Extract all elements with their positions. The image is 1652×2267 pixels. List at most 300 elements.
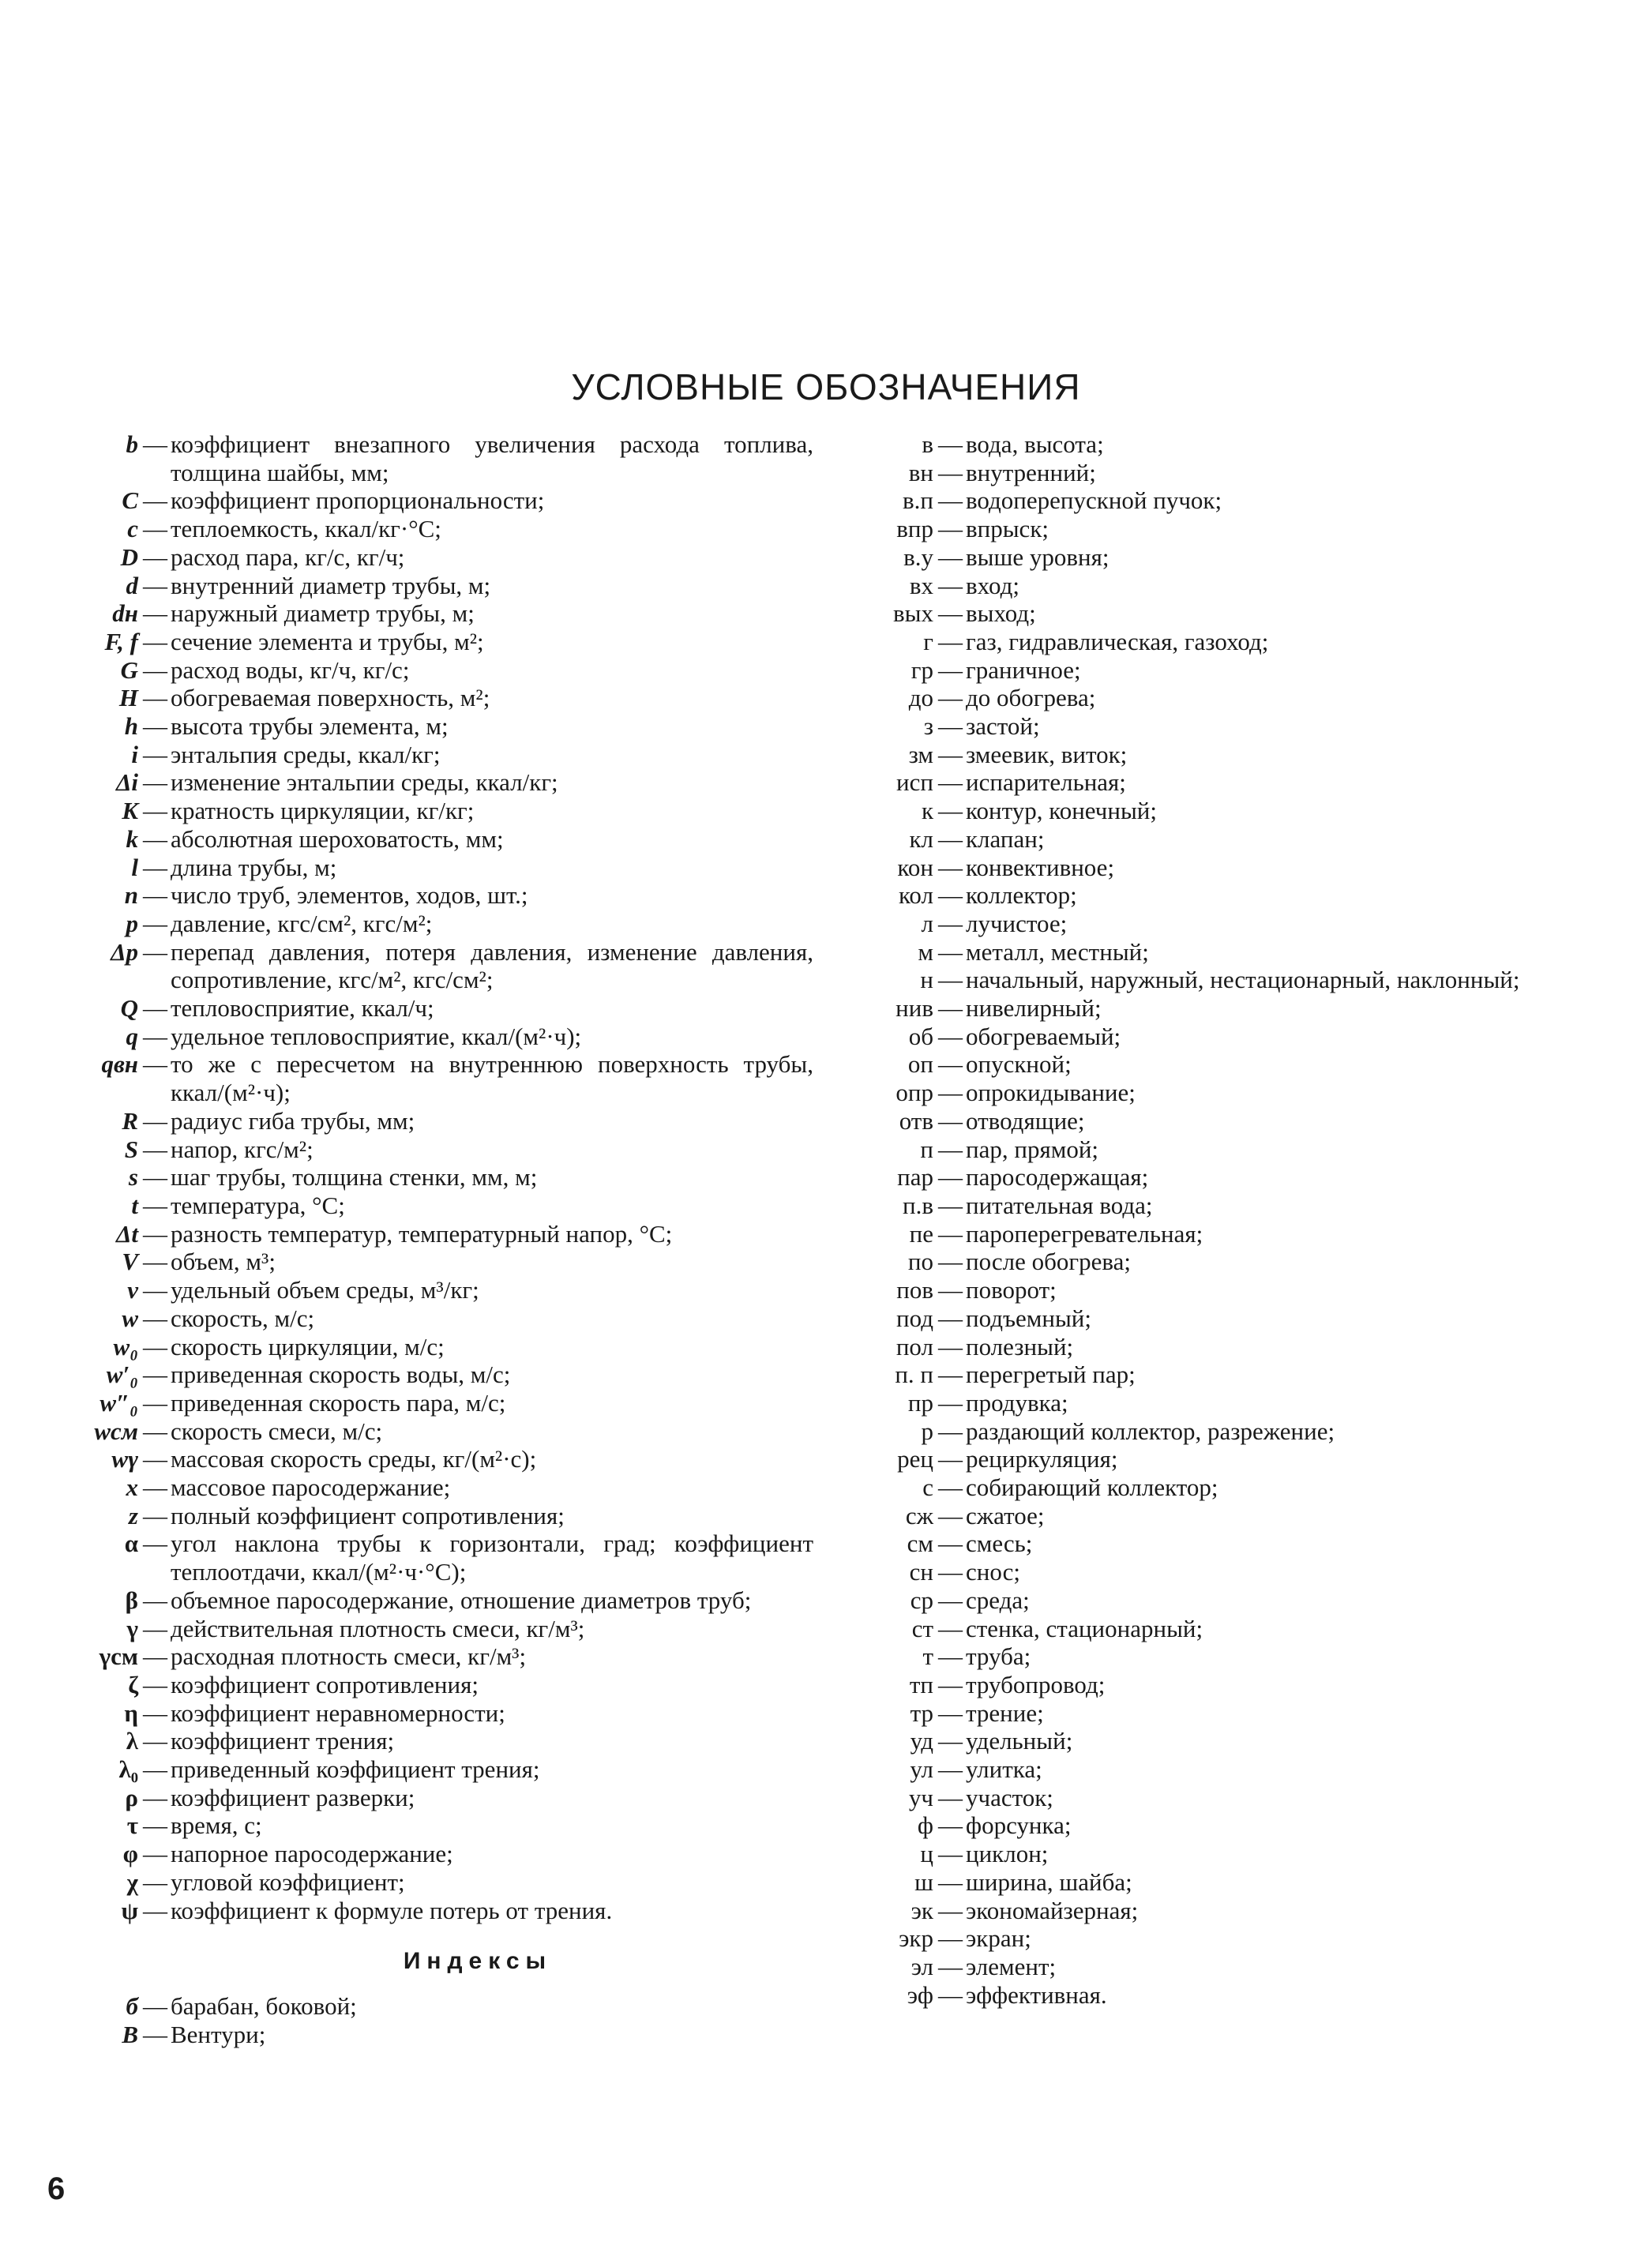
entry-dash: — xyxy=(143,1698,167,1727)
entry-symbol: H xyxy=(118,684,138,712)
indices-list-right xyxy=(845,430,1635,2009)
entry-dash: — xyxy=(938,1670,963,1698)
entry-dash: — xyxy=(938,486,963,515)
entry-symbol: C xyxy=(122,486,138,515)
list-item xyxy=(845,741,1635,769)
entry-symbol: p xyxy=(126,909,138,937)
entry-dash: — xyxy=(143,1417,167,1445)
entry-dash: — xyxy=(143,1163,167,1192)
entry-dash: — xyxy=(938,768,963,797)
entry-definition: сечение элемента и трубы, м²; xyxy=(171,627,484,655)
indices-list-left xyxy=(32,1992,813,2048)
entry-dash: — xyxy=(938,515,963,543)
entry-definition: температура, °C; xyxy=(171,1191,345,1219)
list-item xyxy=(32,1192,813,1220)
list-item xyxy=(845,1276,1635,1304)
entry-definition: нивелирный; xyxy=(966,994,1102,1023)
list-item xyxy=(32,1699,813,1728)
list-item xyxy=(845,1163,1635,1192)
entry-definition: коэффициент к формуле потерь от трения. xyxy=(171,1896,613,1924)
entry-definition: сжатое; xyxy=(966,1501,1045,1529)
entry-dash: — xyxy=(143,740,167,768)
entry-definition: собирающий коллектор; xyxy=(966,1473,1218,1502)
entry-dash: — xyxy=(938,937,963,966)
entry-dash: — xyxy=(938,1642,963,1671)
list-item xyxy=(32,1727,813,1755)
entry-definition: объемное паросодержание, отношение диаметров труб; xyxy=(171,1586,752,1614)
list-item xyxy=(845,1671,1635,1699)
entry-symbol: в.у xyxy=(903,542,933,571)
entry-dash: — xyxy=(143,909,167,937)
list-item xyxy=(845,459,1635,487)
entry-dash: — xyxy=(938,1079,963,1107)
list-item xyxy=(845,684,1635,712)
list-item xyxy=(32,938,813,994)
list-item xyxy=(845,430,1635,459)
entry-dash: — xyxy=(143,1135,167,1163)
entry-definition: стенка, стационарный; xyxy=(966,1614,1203,1642)
list-item xyxy=(845,1615,1635,1643)
entry-definition: элемент; xyxy=(966,1952,1057,1980)
entry-definition: радиус гиба трубы, мм; xyxy=(171,1106,415,1135)
entry-symbol: исп xyxy=(896,768,933,797)
entry-symbol: l xyxy=(131,853,138,881)
list-item xyxy=(32,910,813,938)
entry-dash: — xyxy=(938,458,963,486)
entry-definition: участок; xyxy=(966,1783,1053,1811)
list-item xyxy=(845,881,1635,910)
list-item xyxy=(32,1671,813,1699)
list-item xyxy=(845,1361,1635,1389)
entry-dash: — xyxy=(143,1586,167,1614)
entry-symbol: эк xyxy=(910,1896,933,1924)
list-item xyxy=(32,768,813,797)
entry-definition: перепад давления, потеря давления, изменение давления, сопротивление, кгс/м², кгс/см²; xyxy=(171,937,813,994)
list-item xyxy=(32,1840,813,1868)
entry-dash: — xyxy=(143,1191,167,1219)
entry-dash: — xyxy=(938,853,963,881)
entry-symbol: ц xyxy=(920,1840,933,1868)
entry-symbol: n xyxy=(124,881,138,910)
entry-definition: лучистое; xyxy=(966,909,1068,937)
entry-definition: напорное паросодержание; xyxy=(171,1840,453,1868)
entry-definition: шаг трубы, толщина стенки, мм, м; xyxy=(171,1163,538,1192)
list-item xyxy=(32,712,813,741)
entry-dash: — xyxy=(143,1304,167,1332)
entry-symbol: s xyxy=(128,1163,138,1192)
entry-dash: — xyxy=(938,627,963,655)
page-number: 6 xyxy=(47,2171,66,2206)
entry-dash: — xyxy=(938,1361,963,1389)
entry-dash: — xyxy=(143,1276,167,1304)
entry-definition: ширина, шайба; xyxy=(966,1867,1132,1896)
list-item xyxy=(845,1755,1635,1784)
entry-dash: — xyxy=(938,1191,963,1219)
entry-symbol: до xyxy=(908,684,933,712)
list-item xyxy=(32,1642,813,1671)
entry-definition: действительная плотность смеси, кг/м³; xyxy=(171,1614,585,1642)
list-item xyxy=(845,1784,1635,1812)
entry-dash: — xyxy=(938,1050,963,1079)
entry-dash: — xyxy=(143,655,167,684)
entry-symbol: тр xyxy=(910,1698,933,1727)
entry-definition: барабан, боковой; xyxy=(171,1992,357,2021)
entry-symbol: b xyxy=(126,430,138,458)
list-item xyxy=(32,430,813,486)
entry-definition: угловой коэффициент; xyxy=(171,1867,405,1896)
list-item xyxy=(845,543,1635,572)
entry-symbol: Δi xyxy=(115,768,138,797)
entry-definition: число труб, элементов, ходов, шт.; xyxy=(171,881,528,910)
entry-definition: змеевик, виток; xyxy=(966,740,1128,768)
entry-dash: — xyxy=(143,1867,167,1896)
list-item xyxy=(32,1811,813,1840)
list-item xyxy=(845,712,1635,741)
entry-definition: впрыск; xyxy=(966,515,1049,543)
entry-dash: — xyxy=(938,1529,963,1558)
entry-dash: — xyxy=(938,994,963,1023)
entry-symbol: D xyxy=(120,542,138,571)
list-item xyxy=(845,1389,1635,1417)
entry-symbol: кл xyxy=(909,824,933,853)
list-item xyxy=(845,1023,1635,1051)
entry-symbol: вых xyxy=(893,599,933,628)
entry-definition: массовое паросодержание; xyxy=(171,1473,451,1502)
indices-heading: Индексы xyxy=(403,1948,553,1975)
list-item xyxy=(845,854,1635,882)
entry-dash: — xyxy=(143,1670,167,1698)
entry-dash: — xyxy=(143,486,167,515)
entry-dash: — xyxy=(143,1106,167,1135)
entry-dash: — xyxy=(143,853,167,881)
entry-dash: — xyxy=(938,1388,963,1417)
entry-definition: приведенная скорость пара, м/с; xyxy=(171,1388,506,1417)
entry-dash: — xyxy=(938,1501,963,1529)
list-item xyxy=(32,1445,813,1473)
entry-dash: — xyxy=(143,1050,167,1079)
entry-symbol: м xyxy=(918,937,933,966)
list-item xyxy=(845,1811,1635,1840)
entry-symbol: α xyxy=(124,1529,138,1558)
entry-definition: удельное тепловосприятие, ккал/(м²·ч); xyxy=(171,1022,582,1050)
list-item xyxy=(845,1050,1635,1079)
entry-symbol: впр xyxy=(896,515,933,543)
entry-dash: — xyxy=(143,571,167,599)
entry-symbol: φ xyxy=(122,1840,138,1868)
entry-symbol: з xyxy=(923,712,933,741)
entry-definition: удельный; xyxy=(966,1727,1073,1755)
entry-definition: давление, кгс/см², кгс/м²; xyxy=(171,909,433,937)
list-item xyxy=(32,1276,813,1304)
list-item xyxy=(32,741,813,769)
list-item xyxy=(32,1023,813,1051)
list-item xyxy=(32,1050,813,1106)
entry-definition: питательная вода; xyxy=(966,1191,1153,1219)
entry-definition: после обогрева; xyxy=(966,1248,1131,1276)
entry-definition: экран; xyxy=(966,1924,1031,1953)
entry-symbol: ζ xyxy=(128,1670,138,1698)
entry-symbol: V xyxy=(122,1248,138,1276)
list-item xyxy=(845,1107,1635,1135)
entry-definition: обогреваемая поверхность, м²; xyxy=(171,684,490,712)
entry-dash: — xyxy=(143,1473,167,1502)
entry-definition: кратность циркуляции, кг/кг; xyxy=(171,797,475,825)
entry-definition: вода, высота; xyxy=(966,430,1104,458)
list-item xyxy=(845,1529,1635,1558)
entry-dash: — xyxy=(938,1106,963,1135)
entry-symbol: γсм xyxy=(99,1642,138,1671)
entry-symbol: k xyxy=(126,824,138,853)
entry-definition: эффективная. xyxy=(966,1980,1107,2009)
list-item xyxy=(845,768,1635,797)
list-item xyxy=(32,1304,813,1333)
list-item xyxy=(845,1248,1635,1276)
entry-definition: удельный объем среды, м³/кг; xyxy=(171,1276,479,1304)
entry-definition: форсунка; xyxy=(966,1811,1072,1840)
list-item xyxy=(32,797,813,825)
entry-definition: начальный, наружный, нестационарный, наклонный; xyxy=(966,966,1520,994)
entry-symbol: Δt xyxy=(115,1219,138,1248)
list-item xyxy=(32,1615,813,1643)
entry-dash: — xyxy=(143,599,167,628)
list-item xyxy=(845,515,1635,543)
entry-definition: конвективное; xyxy=(966,853,1115,881)
entry-definition: изменение энтальпии среды, ккал/кг; xyxy=(171,768,558,797)
entry-dash: — xyxy=(938,909,963,937)
list-item xyxy=(845,572,1635,600)
entry-dash: — xyxy=(143,797,167,825)
entry-dash: — xyxy=(938,1783,963,1811)
entry-definition: смесь; xyxy=(966,1529,1033,1558)
entry-dash: — xyxy=(938,740,963,768)
list-item xyxy=(32,1784,813,1812)
entry-definition: абсолютная шероховатость, мм; xyxy=(171,824,504,853)
entry-definition: граничное; xyxy=(966,655,1081,684)
list-item xyxy=(845,797,1635,825)
entry-definition: разность температур, температурный напор, °C; xyxy=(171,1219,673,1248)
entry-dash: — xyxy=(938,1163,963,1192)
entry-definition: полный коэффициент сопротивления; xyxy=(171,1501,565,1529)
list-item xyxy=(845,1727,1635,1755)
entry-symbol: опр xyxy=(895,1079,933,1107)
entry-symbol: зм xyxy=(908,740,933,768)
entry-dash: — xyxy=(143,1248,167,1276)
list-item xyxy=(32,1897,813,1925)
entry-dash: — xyxy=(938,1135,963,1163)
entry-symbol: сж xyxy=(905,1501,933,1529)
entry-symbol: тп xyxy=(909,1670,933,1698)
entry-definition: подъемный; xyxy=(966,1304,1091,1332)
entry-symbol: ρ xyxy=(125,1783,138,1811)
entry-symbol: qвн xyxy=(101,1050,138,1079)
list-item xyxy=(32,599,813,628)
entry-dash: — xyxy=(143,768,167,797)
entry-definition: коэффициент разверки; xyxy=(171,1783,415,1811)
entry-dash: — xyxy=(938,1332,963,1361)
entry-symbol: В xyxy=(122,2020,138,2048)
entry-symbol: w₀ xyxy=(113,1332,138,1361)
entry-definition: выше уровня; xyxy=(966,542,1109,571)
entry-symbol: Q xyxy=(120,994,138,1023)
list-item xyxy=(845,1502,1635,1530)
list-item xyxy=(32,1361,813,1389)
entry-dash: — xyxy=(938,1248,963,1276)
entry-symbol: β xyxy=(125,1586,138,1614)
entry-symbol: нив xyxy=(895,994,933,1023)
entry-symbol: пр xyxy=(907,1388,933,1417)
entry-dash: — xyxy=(143,881,167,910)
entry-definition: полезный; xyxy=(966,1332,1074,1361)
entry-symbol: см xyxy=(907,1529,933,1558)
entry-definition: коллектор; xyxy=(966,881,1077,910)
entry-dash: — xyxy=(938,824,963,853)
entry-symbol: пе xyxy=(909,1219,933,1248)
entry-dash: — xyxy=(938,599,963,628)
entry-definition: скорость, м/с; xyxy=(171,1304,315,1332)
entry-definition: расходная плотность смеси, кг/м³; xyxy=(171,1642,527,1671)
list-item xyxy=(32,881,813,910)
entry-definition: опускной; xyxy=(966,1050,1072,1079)
entry-symbol: сн xyxy=(909,1558,933,1586)
list-item xyxy=(845,1192,1635,1220)
entry-symbol: Δp xyxy=(111,937,138,966)
list-item xyxy=(845,656,1635,685)
entry-symbol: ф xyxy=(917,1811,933,1840)
entry-symbol: в xyxy=(922,430,933,458)
entry-dash: — xyxy=(938,1473,963,1502)
page-title: УСЛОВНЫЕ ОБОЗНАЧЕНИЯ xyxy=(571,366,1081,407)
list-item xyxy=(32,1529,813,1586)
entry-symbol: по xyxy=(907,1248,933,1276)
entry-symbol: h xyxy=(124,712,138,741)
entry-dash: — xyxy=(938,1840,963,1868)
entry-dash: — xyxy=(143,937,167,966)
list-item xyxy=(32,1333,813,1361)
entry-definition: циклон; xyxy=(966,1840,1049,1868)
entry-symbol: t xyxy=(131,1191,138,1219)
entry-symbol: н xyxy=(920,966,933,994)
entry-symbol: λ₀ xyxy=(118,1755,138,1784)
entry-dash: — xyxy=(143,1840,167,1868)
entry-symbol: к xyxy=(921,797,933,825)
entry-definition: коэффициент внезапного увеличения расхода топлива, толщина шайбы, мм; xyxy=(171,430,813,486)
entry-dash: — xyxy=(143,1332,167,1361)
entry-definition: трубопровод; xyxy=(966,1670,1106,1698)
indices-column xyxy=(845,430,1635,2009)
entry-dash: — xyxy=(143,1811,167,1840)
entry-dash: — xyxy=(938,542,963,571)
entry-dash: — xyxy=(143,1896,167,1924)
entry-symbol: F, f xyxy=(104,627,138,655)
entry-dash: — xyxy=(938,1614,963,1642)
entry-definition: улитка; xyxy=(966,1755,1042,1784)
entry-dash: — xyxy=(938,655,963,684)
list-item xyxy=(845,966,1635,994)
list-item xyxy=(32,1248,813,1276)
entry-symbol: γ xyxy=(126,1614,138,1642)
entry-definition: коэффициент пропорциональности; xyxy=(171,486,545,515)
symbols-column xyxy=(32,430,813,2049)
entry-definition: время, с; xyxy=(171,1811,262,1840)
entry-definition: трение; xyxy=(966,1698,1044,1727)
list-item xyxy=(32,1755,813,1784)
list-item xyxy=(845,825,1635,854)
entry-definition: до обогрева; xyxy=(966,684,1096,712)
list-item xyxy=(845,1953,1635,1981)
list-item xyxy=(845,1473,1635,1502)
list-item xyxy=(32,1868,813,1897)
entry-dash: — xyxy=(938,1698,963,1727)
list-item xyxy=(845,1868,1635,1897)
list-item xyxy=(845,599,1635,628)
entry-symbol: экр xyxy=(899,1924,933,1953)
entry-symbol: ш xyxy=(914,1867,933,1896)
entry-definition: объем, м³; xyxy=(171,1248,276,1276)
entry-definition: коэффициент неравномерности; xyxy=(171,1698,505,1727)
entry-dash: — xyxy=(938,797,963,825)
entry-symbol: w″₀ xyxy=(99,1388,138,1417)
entry-symbol: wсм xyxy=(94,1417,138,1445)
list-item xyxy=(845,1333,1635,1361)
entry-dash: — xyxy=(938,1445,963,1473)
entry-dash: — xyxy=(938,1924,963,1953)
entry-definition: угол наклона трубы к горизонтали, град; коэффициент теплоотдачи, ккал/(м²·ч·°C); xyxy=(171,1529,813,1586)
entry-symbol: wγ xyxy=(111,1445,138,1473)
entry-dash: — xyxy=(143,2020,167,2048)
entry-symbol: ул xyxy=(910,1755,933,1784)
list-item xyxy=(32,1992,813,2021)
entry-definition: перегретый пар; xyxy=(966,1361,1136,1389)
entry-symbol: R xyxy=(122,1106,138,1135)
entry-symbol: л xyxy=(921,909,933,937)
entry-definition: расход пара, кг/с, кг/ч; xyxy=(171,542,405,571)
entry-symbol: кол xyxy=(898,881,933,910)
list-item xyxy=(32,1389,813,1417)
list-item xyxy=(845,628,1635,656)
entry-definition: то же с пересчетом на внутреннюю поверхность трубы, ккал/(м²·ч); xyxy=(171,1050,813,1107)
entry-symbol: λ xyxy=(126,1727,138,1755)
list-item xyxy=(845,994,1635,1023)
entry-dash: — xyxy=(938,966,963,994)
list-item xyxy=(32,1417,813,1446)
list-item xyxy=(845,1840,1635,1868)
entry-definition: энтальпия среды, ккал/кг; xyxy=(171,740,441,768)
entry-dash: — xyxy=(143,515,167,543)
entry-dash: — xyxy=(143,1361,167,1389)
entry-symbol: об xyxy=(908,1022,933,1050)
entry-dash: — xyxy=(938,1022,963,1050)
list-item xyxy=(32,684,813,712)
entry-symbol: г xyxy=(923,627,933,655)
entry-definition: труба; xyxy=(966,1642,1031,1671)
list-item xyxy=(845,1220,1635,1248)
entry-dash: — xyxy=(143,824,167,853)
entry-symbol: ψ xyxy=(121,1896,138,1924)
list-item xyxy=(32,1586,813,1615)
entry-symbol: п. п xyxy=(895,1361,933,1389)
entry-dash: — xyxy=(938,1867,963,1896)
list-item xyxy=(32,994,813,1023)
entry-symbol: ср xyxy=(910,1586,933,1614)
entry-definition: вход; xyxy=(966,571,1019,599)
list-item xyxy=(845,1445,1635,1473)
entry-definition: застой; xyxy=(966,712,1040,741)
entry-symbol: пол xyxy=(895,1332,933,1361)
entry-symbol: б xyxy=(126,1992,138,2021)
entry-symbol: эф xyxy=(907,1980,933,2009)
entry-symbol: c xyxy=(127,515,138,543)
entry-symbol: x xyxy=(126,1473,138,1502)
